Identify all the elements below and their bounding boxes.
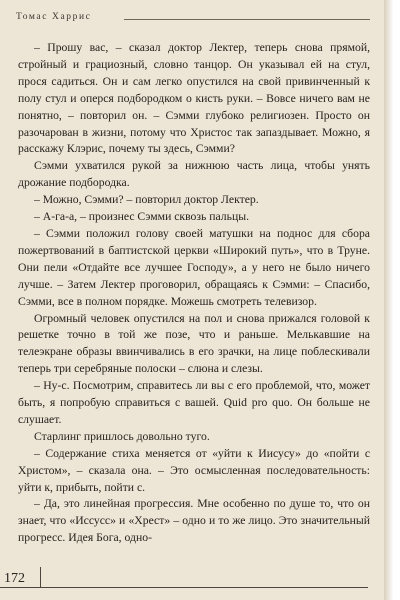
running-header (16, 10, 370, 32)
paragraph: – Содержание стиха меняется от «уйти к Иисусу» до «пойти с Христом», – сказала она. – Это осмысленная последовательность: уйти к, прибыть, пойти с. (18, 446, 370, 494)
page-number: 172 (4, 571, 25, 586)
footer-rule (0, 587, 368, 588)
paragraph: Старлинг пришлось довольно туго. (34, 429, 210, 443)
running-title: Томас Харрис (16, 12, 92, 22)
paragraph: – А-га-а, – произнес Сэмми сквозь пальцы. (34, 210, 249, 224)
paragraph: – Сэмми положил голову своей матушки на поднос для сбора пожертвований в баптистской церкви «Широкий путь», что в Труне. Они пели «Отдайте все лучшее Господу», а у него не было ничего лучше. – Затем Лектер проговорил, обращаясь к Сэмми: – Спасибо, Сэмми, все в полном порядке. Можешь смотреть телевизор. (18, 226, 370, 308)
book-spine-shadow (384, 0, 400, 600)
body-text (18, 40, 370, 547)
paragraph: – Ну-с. Посмотрим, справитесь ли вы с его проблемой, что, может быть, я попробую справиться с вашей. Quid pro quo. Он больше не слушает. (18, 379, 370, 426)
paragraph: Огромный человек опустился на пол и снова прижался головой к решетке точно в той же позе, что и раньше. Мелькавшие на телеэкране образы ввинчивались в его зрачки, на лице поблескивали теперь три серебряные полоски – слюна и слезы. (18, 311, 370, 376)
header-rule (124, 19, 370, 20)
paragraph: – Да, это линейная прогрессия. Мне особенно по душе то, что он знает, что «Иссусс» и «Хрест» – одно и то же лицо. Это значительный прогресс. Идея Бога, одно- (18, 497, 370, 545)
paragraph: – Прошу вас, – сказал доктор Лектер, теперь снова прямой, стройный и грациозный, словно танцор. Он указывал ей на стул, прося садиться. Он и сам легко опустился на свой привинченный к полу стул и оперся подбородком о кисть руки. – Вовсе ничего вам не понятно, – повторил он. – Сэмми глубоко религиозен. Просто он разочарован в жизни, потому что Христос так запаздывает. Можно, я расскажу Клэрис, почему ты здесь, Сэмми? (18, 41, 370, 156)
footer-divider (40, 567, 41, 587)
paragraph: Сэмми ухватился рукой за нижнюю часть лица, чтобы унять дрожание подбородка. (18, 159, 370, 190)
page-footer (0, 565, 384, 600)
paragraph: – Можно, Сэмми? – повторил доктор Лектер. (34, 193, 259, 207)
